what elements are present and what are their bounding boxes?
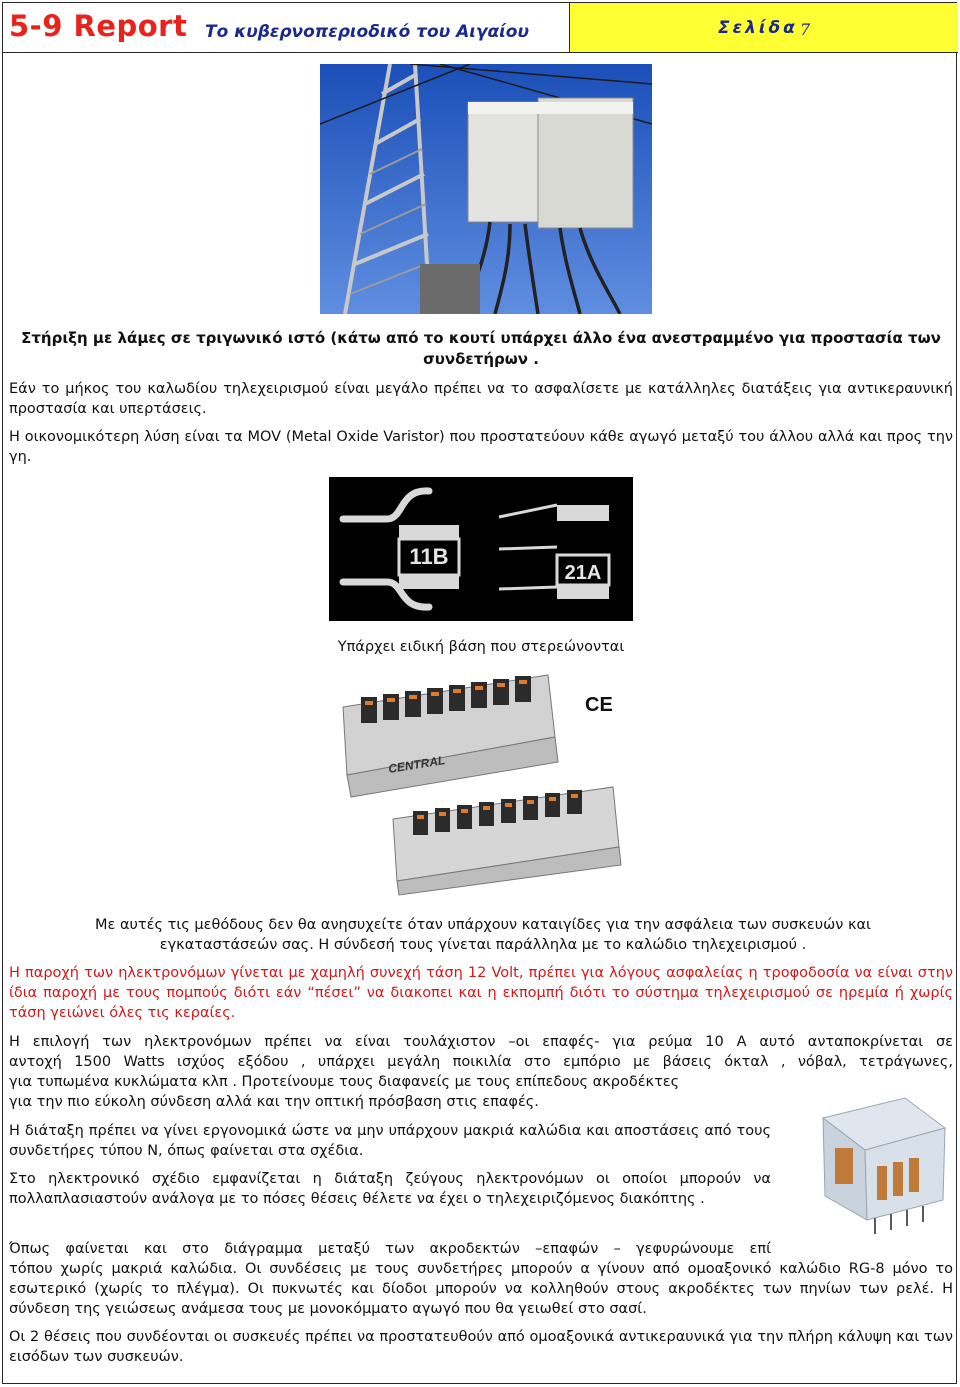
mast-photo — [320, 64, 652, 314]
mov-diagram — [329, 477, 633, 621]
paragraph-relay-supply: Η παροχή των ηλεκτρονόμων γίνεται με χαμηλή συνεχή τάση 12 Volt, πρέπει για λόγους ασφαλείας η τροφοδοσία να είναι στην ίδια παροχή με τους πομπούς διότι εάν “πέσει” να διακοπει και η εκπομπή διότι το σύστημα τηλεχειρισμού σε ηρεμία ή χωρίς τάση γειώνει όλες τις κεραίες. — [9, 965, 953, 1021]
paragraph-methods: Με αυτές τις μεθόδους δεν θα ανησυχείτε όταν υπάρχουν καταιγίδες για την ασφάλεια των συσκευών και εγκαταστάσεών σας. Η σύνδεσή τους γίνεται παράλληλα με το καλώδιο τηλεχειρισμού . — [95, 917, 871, 953]
paragraph-relay-selection-line-4: για την πιο εύκολη σύνδεση αλλά και την οπτική πρόσβαση στις επαφές. — [9, 1094, 539, 1110]
report-title: 5-9 Report — [9, 9, 188, 43]
paragraph-ergonomic-layout: Η διάταξη πρέπει να γίνει εργονομικά ώστε να μην υπάρχουν μακριά καλώδια και αποστάσεις από τους συνδετήρες τύπου N, όπως φαίνεται στα σχέδια. — [9, 1123, 771, 1159]
page-header — [3, 3, 958, 53]
header-page-area — [569, 3, 958, 53]
page-frame — [2, 2, 957, 1384]
diagram-label-right: 21A — [564, 562, 602, 584]
ce-mark: CE — [585, 694, 613, 716]
paragraph-relay-selection-line-3: για τυπωμένα κυκλώματα κλπ . Προτείνουμε τους διαφανείς με τους επίπεδους ακροδέκτες — [9, 1074, 680, 1090]
diagram-label-left: 11B — [409, 544, 449, 569]
paragraph-relay-selection-line-2: αντοχή 1500 Watts ισχύος εξόδου , υπάρχει μεγάλη ποικιλία στο εμπόριο με βάσεις όκταλ , νόβαλ, τετράγωνες, — [9, 1054, 953, 1070]
page-number: 7 — [800, 20, 811, 39]
module-brand-label: CENTRAL — [387, 753, 447, 776]
base-caption: Υπάρχει ειδική βάση που στερεώνονται — [337, 639, 625, 655]
paragraph-relay-selection-line-1: Η επιλογή των ηλεκτρονόμων πρέπει να είναι τουλάχιστον –οι επαφές- για ρεύμα 10 A αυτό ανταποκρίνεται σε — [9, 1034, 953, 1050]
paragraph-bridging-first: Όπως φαίνεται και στο διάγραμμα μεταξύ των ακροδεκτών –επαφών – γεφυρώνουμε επί — [9, 1241, 771, 1257]
report-subtitle: Το κυβερνοπεριοδικό του Αιγαίου — [205, 22, 529, 42]
paragraph-schematic: Στο ηλεκτρονικό σχέδιο εμφανίζεται η διάταξη ζεύγους ηλεκτρονόμων οι οποίοι μπορούν να πολλαπλασιαστούν ανάλογα με το πόσες θέσεις θέλετε να έχει ο τηλεχειριζόμενος διακόπτης . — [9, 1171, 771, 1207]
paragraph-coax-protection: Οι 2 θέσεις που συνδέονται οι συσκευές πρέπει να προστατευθούν από ομοαξονικά αντικεραυνικά για την πλήρη κάλυψη και των εισόδων των συσκευών. — [9, 1329, 953, 1365]
paragraph-surge-protection: Εάν το μήκος του καλωδίου τηλεχειρισμού είναι μεγάλο πρέπει να το ασφαλίσετε με κατάλληλες διατάξεις για αντικεραυνική προστασία και υπερτάσεις. — [9, 381, 953, 417]
relay-photo — [805, 1088, 955, 1236]
page-label: Σελίδα — [718, 18, 798, 38]
paragraph-mov: Η οικονομικότερη λύση είναι τα MOV (Metal Oxide Varistor) που προστατεύουν κάθε αγωγό μεταξύ του άλλου αλλά και προς την γη. — [9, 429, 953, 465]
paragraph-bridging-rest: τόπου χωρίς μακριά καλώδια. Οι συνδέσεις με τους συνδετήρες μπορούν α γίνουν από ομοαξονικό καλώδιο RG-8 μόνο το εσωτερικό (χωρίς το πλέγμα). Οι πυκνωτές και δίοδοι μπορούν να κολληθούν στους ακροδέκτες των πηνίων των ρελέ. Η σύνδεση της γειώσεως ανάμεσα τους με μονοκόμματο αγωγό που θα γειωθεί στο σασί. — [9, 1261, 953, 1317]
protection-modules-photo — [333, 667, 633, 899]
header-title-area — [3, 3, 569, 53]
mast-caption: Στήριξη με λάμες σε τριγωνικό ιστό (κάτω από το κουτί υπάρχει άλλο ένα ανεστραμμένο για προστασία των συνδετήρων . — [21, 329, 941, 368]
